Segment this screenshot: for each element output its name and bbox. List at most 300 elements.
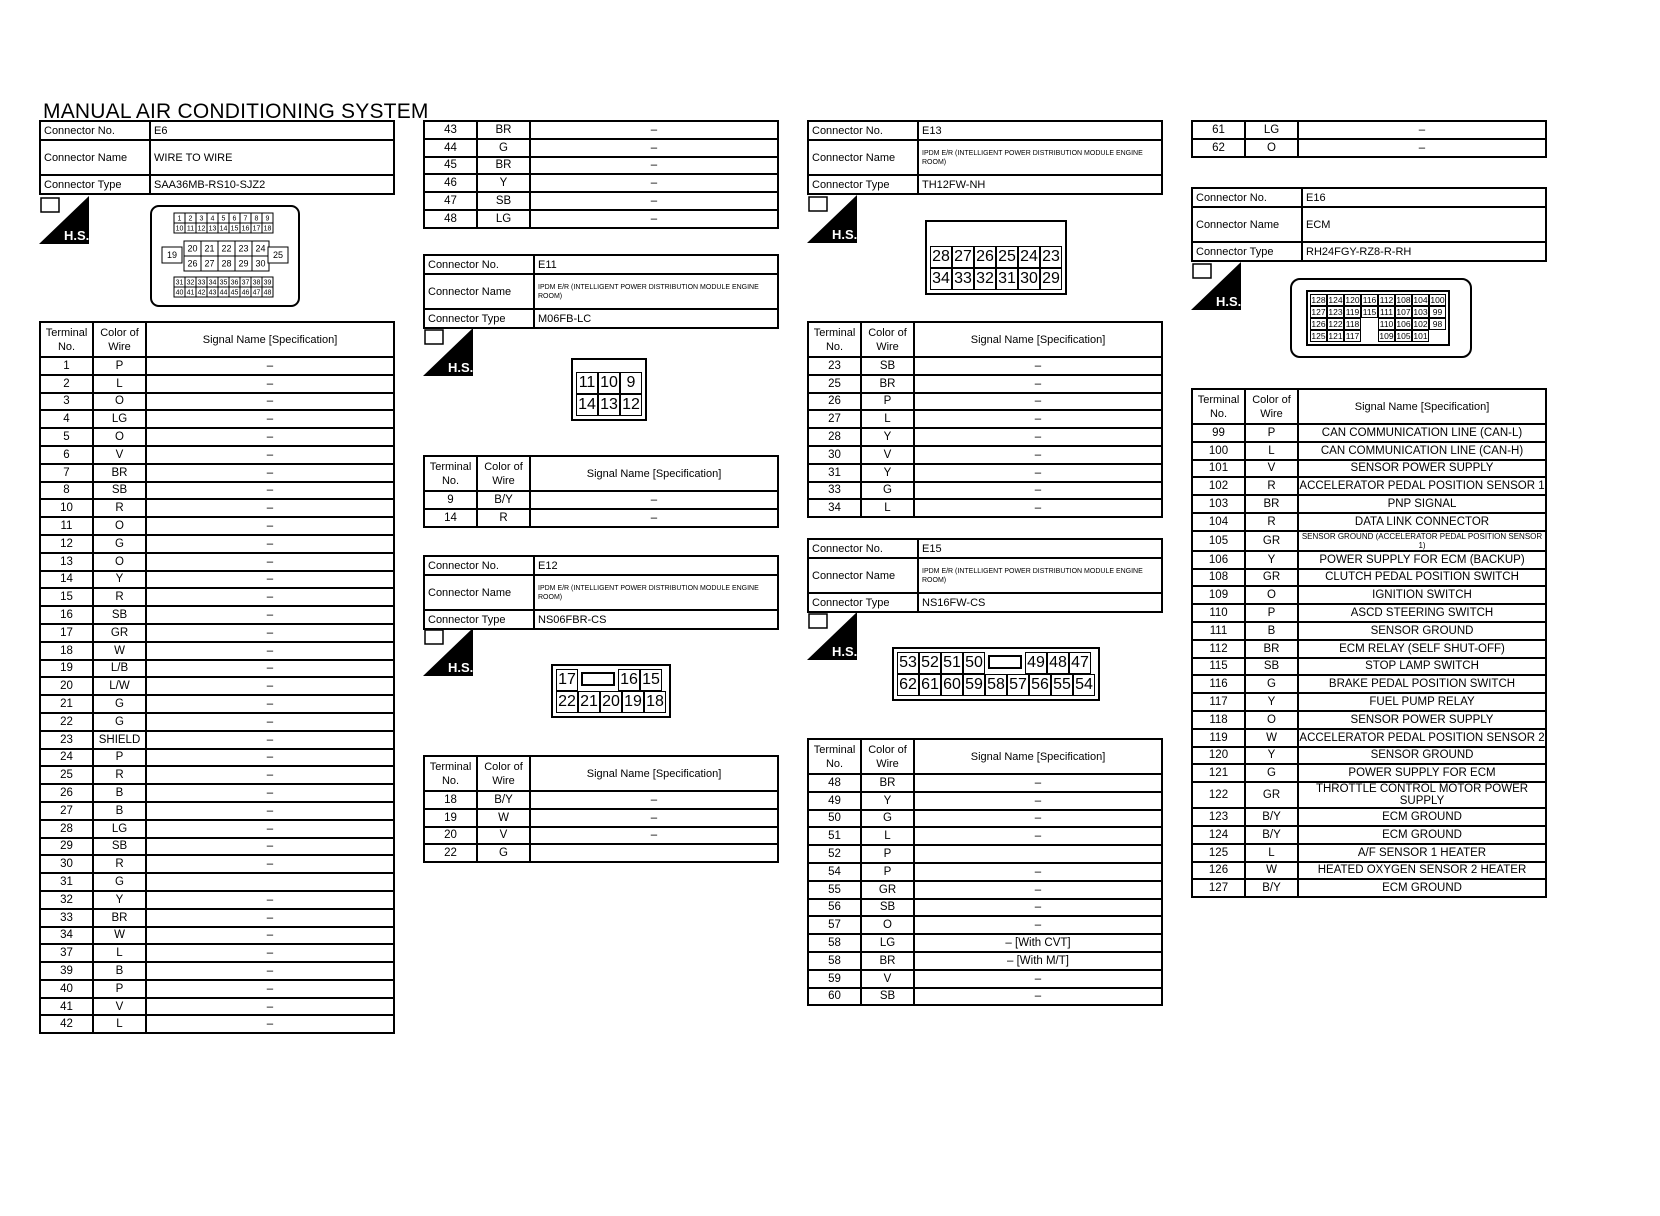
terminal-cell: 51 xyxy=(808,827,861,845)
connector-pin: 25 xyxy=(272,250,284,261)
connector-pin: 31 xyxy=(175,279,184,287)
table-row xyxy=(424,791,778,809)
signal-name-cell: – xyxy=(914,970,1162,988)
table-row xyxy=(424,157,778,175)
connector-pin: 15 xyxy=(640,669,662,691)
connector-pin: 29 xyxy=(1040,268,1062,290)
wire-color-cell: Y xyxy=(1245,747,1298,765)
signal-name-cell: PNP SIGNAL xyxy=(1298,495,1546,513)
connector-no-label: Connector No. xyxy=(808,539,918,558)
connector-pin: 59 xyxy=(963,674,985,696)
signal-name-cell: – xyxy=(914,375,1162,393)
wire-color-cell: L xyxy=(93,1015,146,1033)
connector-name-value: IPDM E/R (INTELLIGENT POWER DISTRIBUTION MODULE ENGINE ROOM) xyxy=(918,558,1162,593)
signal-name-cell: THROTTLE CONTROL MOTOR POWER SUPPLY xyxy=(1298,782,1546,808)
connector-pin: 25 xyxy=(996,246,1018,268)
terminal-cell: 20 xyxy=(40,677,93,695)
connector-pin: 15 xyxy=(230,225,239,233)
signal-name-cell: – xyxy=(146,695,394,713)
table-row xyxy=(40,499,394,517)
terminal-cell: 117 xyxy=(1192,693,1245,711)
signal-name-cell: – xyxy=(914,428,1162,446)
color-of-wire-header: Color of Wire xyxy=(93,322,146,357)
connector-pin: 32 xyxy=(974,268,996,290)
connector-name-label: Connector Name xyxy=(40,140,150,175)
signal-name-cell: – xyxy=(146,713,394,731)
signal-name-cell: – xyxy=(146,464,394,482)
signal-name-cell: – xyxy=(146,855,394,873)
page-title: MANUAL AIR CONDITIONING SYSTEM xyxy=(43,100,429,123)
terminal-cell: 105 xyxy=(1192,531,1245,551)
terminal-cell: 126 xyxy=(1192,862,1245,880)
wire-color-cell: SB xyxy=(861,357,914,375)
terminal-cell: 111 xyxy=(1192,622,1245,640)
wire-color-cell: O xyxy=(93,428,146,446)
signal-name-cell: – xyxy=(146,927,394,945)
signal-name-cell: – xyxy=(146,410,394,428)
color-of-wire-header: Color of Wire xyxy=(861,739,914,774)
svg-text:H.S.: H.S. xyxy=(832,644,857,659)
connector-pin: 18 xyxy=(263,225,272,233)
svg-text:H.S.: H.S. xyxy=(64,228,89,243)
connector-type-value: RH24FGY-RZ8-R-RH xyxy=(1302,242,1546,261)
wire-color-cell: BR xyxy=(1245,495,1298,513)
connector-pin: 34 xyxy=(208,279,217,287)
terminal-cell: 30 xyxy=(40,855,93,873)
terminal-cell: 25 xyxy=(808,375,861,393)
signal-name-cell: – xyxy=(914,410,1162,428)
connector-pin: 3 xyxy=(199,215,204,223)
connector-name-value: IPDM E/R (INTELLIGENT POWER DISTRIBUTION MODULE ENGINE ROOM) xyxy=(534,575,778,610)
connector-pin: 53 xyxy=(897,652,919,674)
connector-pin: 14 xyxy=(219,225,228,233)
connector-pin: 124 xyxy=(1328,295,1343,305)
table-row xyxy=(1192,826,1546,844)
signal-name-cell: – xyxy=(146,784,394,802)
connector-pin: 51 xyxy=(941,652,963,674)
wire-color-cell: GR xyxy=(1245,531,1298,551)
terminal-cell: 109 xyxy=(1192,586,1245,604)
signal-name-cell: – xyxy=(146,962,394,980)
table-row xyxy=(1192,747,1546,765)
wire-color-cell: W xyxy=(1245,862,1298,880)
signal-name-header: Signal Name [Specification] xyxy=(530,456,778,491)
terminal-cell: 26 xyxy=(40,784,93,802)
connector-pin: 13 xyxy=(208,225,217,233)
connector-pin: 54 xyxy=(1073,674,1095,696)
table-row xyxy=(808,393,1162,411)
table-row xyxy=(808,952,1162,970)
connector-pin: 33 xyxy=(952,268,974,290)
connector-type-value: SAA36MB-RS10-SJZ2 xyxy=(150,175,394,194)
terminal-cell: 110 xyxy=(1192,604,1245,622)
table-row xyxy=(40,660,394,678)
terminal-cell: 14 xyxy=(40,571,93,589)
terminal-no-header: Terminal No. xyxy=(1192,389,1245,424)
terminal-cell: 100 xyxy=(1192,442,1245,460)
terminal-no-header: Terminal No. xyxy=(40,322,93,357)
signal-name-cell: – xyxy=(914,774,1162,792)
wire-color-cell: GR xyxy=(861,881,914,899)
signal-name-cell: – xyxy=(530,157,778,175)
wire-color-cell: BR xyxy=(861,375,914,393)
connector-pin: 21 xyxy=(578,691,600,713)
table-row xyxy=(424,809,778,827)
connector-pin: 10 xyxy=(598,372,620,394)
signal-name-cell: – xyxy=(914,464,1162,482)
table-row xyxy=(40,357,394,375)
wire-color-cell: P xyxy=(861,863,914,881)
signal-name-cell: – xyxy=(530,509,778,527)
wire-color-cell: R xyxy=(1245,513,1298,531)
signal-name-cell: – xyxy=(146,909,394,927)
connector-pin: 12 xyxy=(197,225,206,233)
table-row xyxy=(40,393,394,411)
connector-pin: 110 xyxy=(1379,319,1394,329)
terminal-cell: 124 xyxy=(1192,826,1245,844)
table-row xyxy=(424,844,778,862)
wire-color-cell: SB xyxy=(861,988,914,1006)
table-row xyxy=(40,571,394,589)
connector-pin: 28 xyxy=(221,258,232,269)
signal-name-cell: – xyxy=(146,944,394,962)
connector-pin: 47 xyxy=(1069,652,1091,674)
connector-name-label: Connector Name xyxy=(808,558,918,593)
terminal-cell: 122 xyxy=(1192,782,1245,808)
connector-e6-face xyxy=(150,205,300,312)
wire-color-cell: BR xyxy=(93,909,146,927)
connector-pin: 39 xyxy=(263,279,272,287)
terminal-cell: 45 xyxy=(424,157,477,175)
wire-color-cell: Y xyxy=(477,174,530,192)
connector-pin: 123 xyxy=(1328,307,1343,317)
connector-e16-pin-table xyxy=(1191,388,1547,898)
table-row xyxy=(40,517,394,535)
svg-text:H.S.: H.S. xyxy=(448,360,473,375)
signal-name-cell: – xyxy=(530,491,778,509)
wire-color-cell: P xyxy=(93,980,146,998)
connector-pin: 21 xyxy=(204,243,215,254)
connector-pin: 30 xyxy=(255,258,266,269)
wire-color-cell: GR xyxy=(1245,782,1298,808)
terminal-cell: 106 xyxy=(1192,551,1245,569)
signal-name-cell: – xyxy=(530,827,778,845)
connector-pin: 103 xyxy=(1413,307,1428,317)
table-row xyxy=(1192,442,1546,460)
table-row xyxy=(40,802,394,820)
table-row xyxy=(1192,693,1546,711)
wire-color-cell: Y xyxy=(1245,551,1298,569)
connector-pin: 28 xyxy=(930,246,952,268)
terminal-cell: 41 xyxy=(40,998,93,1016)
table-row xyxy=(1192,622,1546,640)
terminal-cell: 103 xyxy=(1192,495,1245,513)
wire-color-cell: W xyxy=(1245,729,1298,747)
connector-pin: 16 xyxy=(618,669,640,691)
connector-pin: 47 xyxy=(252,289,261,297)
connector-e12 xyxy=(423,555,779,630)
wire-color-cell: O xyxy=(861,916,914,934)
connector-pin: 109 xyxy=(1379,331,1394,341)
wire-color-cell: SB xyxy=(861,899,914,917)
hs-icon xyxy=(423,328,473,381)
wire-color-cell: P xyxy=(861,393,914,411)
wire-color-cell: R xyxy=(93,766,146,784)
wire-color-cell: B/Y xyxy=(477,491,530,509)
terminal-cell: 24 xyxy=(40,749,93,767)
terminal-cell: 8 xyxy=(40,482,93,500)
signal-name-cell: – xyxy=(914,899,1162,917)
svg-text:H.S.: H.S. xyxy=(832,227,857,242)
connector-pin: 46 xyxy=(241,289,250,297)
table-row xyxy=(40,891,394,909)
terminal-cell: 1 xyxy=(40,357,93,375)
table-row xyxy=(40,535,394,553)
wire-color-cell: W xyxy=(93,927,146,945)
terminal-cell: 112 xyxy=(1192,640,1245,658)
connector-pin: 108 xyxy=(1396,295,1411,305)
connector-type-label: Connector Type xyxy=(40,175,150,194)
wire-color-cell: V xyxy=(861,970,914,988)
connector-e12-face xyxy=(551,664,671,718)
table-row xyxy=(40,482,394,500)
table-row xyxy=(40,375,394,393)
signal-name-cell xyxy=(914,845,1162,863)
signal-name-cell: – xyxy=(146,980,394,998)
connector-lock-tab xyxy=(988,655,1022,669)
wire-color-cell: L xyxy=(93,944,146,962)
signal-name-cell: – xyxy=(146,553,394,571)
wire-color-cell: SB xyxy=(477,192,530,210)
wire-color-cell: B xyxy=(1245,622,1298,640)
signal-name-cell: ECM GROUND xyxy=(1298,808,1546,826)
wire-color-cell: BR xyxy=(861,774,914,792)
connector-pin: 6 xyxy=(232,215,237,223)
hs-icon xyxy=(807,612,857,665)
connector-pin: 42 xyxy=(197,289,206,297)
wire-color-cell: LG xyxy=(93,410,146,428)
terminal-cell: 32 xyxy=(40,891,93,909)
wire-color-cell: Y xyxy=(861,464,914,482)
wire-color-cell: B/Y xyxy=(1245,879,1298,897)
signal-name-cell xyxy=(530,844,778,862)
terminal-cell: 120 xyxy=(1192,747,1245,765)
signal-name-cell: DATA LINK CONNECTOR xyxy=(1298,513,1546,531)
table-row xyxy=(40,784,394,802)
table-row xyxy=(1192,808,1546,826)
wire-color-cell: L xyxy=(861,499,914,517)
table-row xyxy=(40,428,394,446)
signal-name-header: Signal Name [Specification] xyxy=(146,322,394,357)
connector-e15-face xyxy=(892,647,1100,701)
terminal-cell: 119 xyxy=(1192,729,1245,747)
table-row xyxy=(40,873,394,891)
table-row xyxy=(424,827,778,845)
connector-pin: 23 xyxy=(238,243,249,254)
connector-pin: 33 xyxy=(197,279,206,287)
table-row xyxy=(40,624,394,642)
terminal-cell: 99 xyxy=(1192,424,1245,442)
terminal-cell: 43 xyxy=(424,121,477,139)
signal-name-cell: – xyxy=(146,357,394,375)
connector-no-label: Connector No. xyxy=(424,255,534,274)
table-row xyxy=(808,827,1162,845)
terminal-cell: 15 xyxy=(40,588,93,606)
connector-pin: 122 xyxy=(1328,319,1343,329)
wire-color-cell: Y xyxy=(861,792,914,810)
connector-pin: 37 xyxy=(241,279,250,287)
signal-name-cell: ACCELERATOR PEDAL POSITION SENSOR 2 xyxy=(1298,729,1546,747)
terminal-cell: 28 xyxy=(808,428,861,446)
hs-icon xyxy=(423,628,473,681)
signal-name-cell: – xyxy=(146,571,394,589)
table-row xyxy=(1192,121,1546,139)
connector-e6-pin-table xyxy=(39,321,395,1034)
signal-name-cell: – xyxy=(530,791,778,809)
terminal-cell: 52 xyxy=(808,845,861,863)
connector-no-value: E16 xyxy=(1302,188,1546,207)
table-row xyxy=(808,428,1162,446)
connector-e6 xyxy=(39,120,395,195)
signal-name-cell: – xyxy=(146,749,394,767)
table-row xyxy=(808,375,1162,393)
table-row xyxy=(808,845,1162,863)
terminal-cell: 33 xyxy=(40,909,93,927)
connector-pin: 126 xyxy=(1311,319,1326,329)
signal-name-cell: – xyxy=(146,766,394,784)
connector-e6-info xyxy=(39,120,395,195)
terminal-cell: 6 xyxy=(40,446,93,464)
signal-name-cell: – xyxy=(146,820,394,838)
connector-pin: 102 xyxy=(1413,319,1428,329)
terminal-cell: 101 xyxy=(1192,460,1245,478)
wire-color-cell: V xyxy=(93,446,146,464)
wire-color-cell: R xyxy=(1245,477,1298,495)
terminal-cell: 11 xyxy=(40,517,93,535)
connector-pin: 44 xyxy=(219,289,228,297)
connector-type-label: Connector Type xyxy=(1192,242,1302,261)
wire-color-cell: B xyxy=(93,784,146,802)
signal-name-cell: – xyxy=(914,810,1162,828)
terminal-no-header: Terminal No. xyxy=(424,456,477,491)
table-row xyxy=(808,357,1162,375)
signal-name-cell: – xyxy=(914,792,1162,810)
terminal-cell: 4 xyxy=(40,410,93,428)
wire-color-cell: SB xyxy=(1245,658,1298,676)
wire-color-cell: BR xyxy=(477,157,530,175)
terminal-cell: 22 xyxy=(40,713,93,731)
wire-color-cell: V xyxy=(477,827,530,845)
table-row xyxy=(1192,729,1546,747)
wire-color-cell: LG xyxy=(477,210,530,228)
wire-color-cell: BR xyxy=(861,952,914,970)
connector-pin: 104 xyxy=(1413,295,1428,305)
terminal-cell: 16 xyxy=(40,606,93,624)
wire-color-cell: W xyxy=(477,809,530,827)
terminal-cell: 118 xyxy=(1192,711,1245,729)
connector-pin: 45 xyxy=(230,289,239,297)
signal-name-cell: – xyxy=(146,517,394,535)
connector-pin: 128 xyxy=(1311,295,1326,305)
signal-name-cell: – xyxy=(146,677,394,695)
signal-name-cell: – xyxy=(146,446,394,464)
connector-e15 xyxy=(807,538,1163,613)
terminal-cell: 37 xyxy=(40,944,93,962)
terminal-cell: 58 xyxy=(808,934,861,952)
table-row xyxy=(1192,879,1546,897)
connector-pin: 99 xyxy=(1429,306,1446,318)
table-row xyxy=(40,944,394,962)
wire-color-cell: L xyxy=(1245,844,1298,862)
connector-no-label: Connector No. xyxy=(1192,188,1302,207)
terminal-cell: 48 xyxy=(808,774,861,792)
terminal-cell: 26 xyxy=(808,393,861,411)
terminal-cell: 39 xyxy=(40,962,93,980)
wire-color-cell: B xyxy=(93,802,146,820)
signal-name-cell: – xyxy=(146,642,394,660)
connector-pin: 48 xyxy=(263,289,272,297)
terminal-cell: 9 xyxy=(424,491,477,509)
terminal-cell: 7 xyxy=(40,464,93,482)
connector-pin: 36 xyxy=(230,279,239,287)
terminal-cell: 29 xyxy=(40,838,93,856)
signal-name-cell: CLUTCH PEDAL POSITION SWITCH xyxy=(1298,569,1546,587)
connector-type-value: NS16FW-CS xyxy=(918,593,1162,612)
connector-name-label: Connector Name xyxy=(424,575,534,610)
terminal-cell: 18 xyxy=(424,791,477,809)
table-row xyxy=(424,509,778,527)
connector-type-value: NS06FBR-CS xyxy=(534,610,778,629)
terminal-cell: 13 xyxy=(40,553,93,571)
wire-color-cell: G xyxy=(93,713,146,731)
table-row xyxy=(40,588,394,606)
wire-color-cell: LG xyxy=(93,820,146,838)
connector-no-label: Connector No. xyxy=(424,556,534,575)
terminal-cell: 25 xyxy=(40,766,93,784)
table-row xyxy=(1192,844,1546,862)
signal-name-cell: – xyxy=(530,139,778,157)
signal-name-cell: ECM GROUND xyxy=(1298,879,1546,897)
signal-name-cell: CAN COMMUNICATION LINE (CAN-L) xyxy=(1298,424,1546,442)
table-row xyxy=(808,934,1162,952)
signal-name-cell: – xyxy=(914,482,1162,500)
signal-name-cell: ECM GROUND xyxy=(1298,826,1546,844)
wire-color-cell: BR xyxy=(477,121,530,139)
terminal-cell: 60 xyxy=(808,988,861,1006)
connector-pin: 121 xyxy=(1328,331,1343,341)
signal-name-cell: – xyxy=(146,499,394,517)
signal-name-cell: – xyxy=(146,428,394,446)
wire-color-cell: SHIELD xyxy=(93,731,146,749)
table-row xyxy=(808,446,1162,464)
signal-name-cell: – xyxy=(1298,139,1546,157)
wire-color-cell: O xyxy=(1245,711,1298,729)
table-row xyxy=(40,838,394,856)
connector-pin: 61 xyxy=(919,674,941,696)
signal-name-cell: – xyxy=(530,210,778,228)
terminal-cell: 47 xyxy=(424,192,477,210)
connector-name-label: Connector Name xyxy=(424,274,534,309)
connector-pin: 105 xyxy=(1396,331,1411,341)
connector-pin: 19 xyxy=(622,691,644,713)
table-row xyxy=(40,713,394,731)
connector-pin: 116 xyxy=(1362,295,1377,305)
table-row xyxy=(1192,531,1546,551)
connector-pin: 17 xyxy=(556,669,578,691)
connector-e15-pin-table xyxy=(807,738,1163,1006)
table-row xyxy=(1192,764,1546,782)
connector-pin: 20 xyxy=(187,243,198,254)
